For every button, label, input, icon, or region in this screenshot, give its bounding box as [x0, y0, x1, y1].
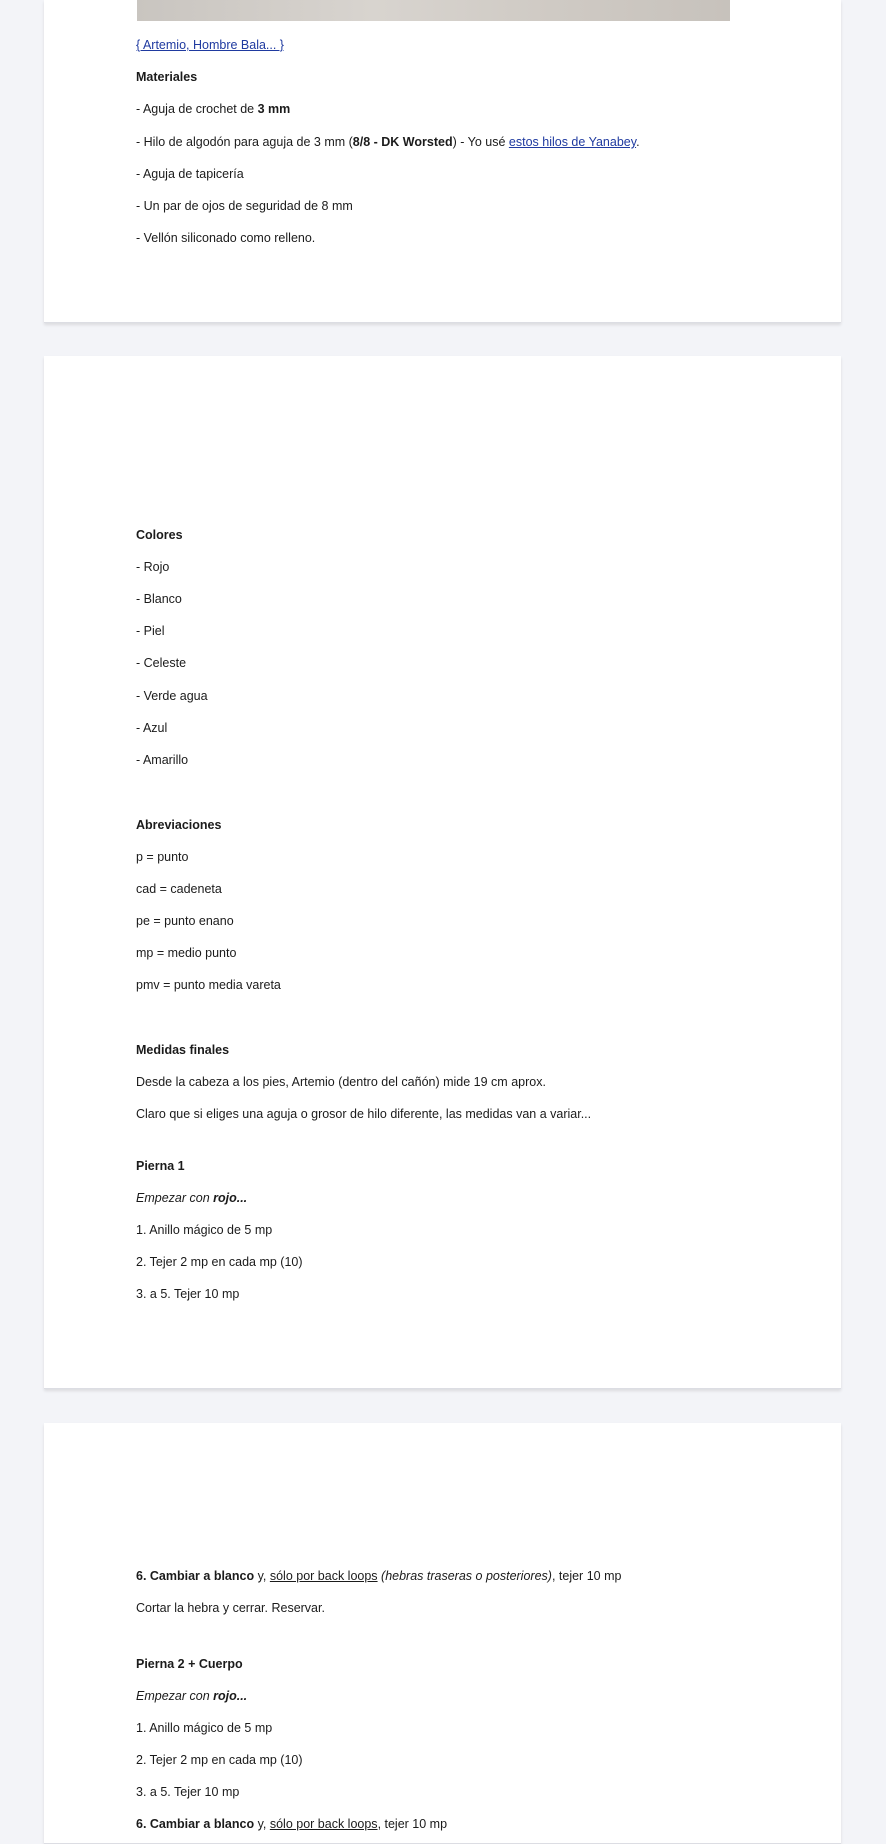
pierna2-step: 1. Anillo mágico de 5 mp	[136, 1721, 273, 1735]
medidas-line-1: Desde la cabeza a los pies, Artemio (dentro del cañón) mide 19 cm aprox.	[136, 1075, 546, 1089]
text: , tejer 10 mp	[377, 1817, 448, 1831]
materiales-item-5: - Vellón siliconado como relleno.	[136, 231, 316, 245]
header-image	[137, 0, 730, 21]
materiales-item-1	[136, 101, 290, 117]
text: y,	[254, 1569, 270, 1583]
materiales-item-3: - Aguja de tapicería	[136, 167, 244, 181]
pierna1-heading: Pierna 1	[136, 1159, 185, 1173]
materiales-item-4: - Un par de ojos de seguridad de 8 mm	[136, 199, 353, 213]
pierna2-heading: Pierna 2 + Cuerpo	[136, 1657, 243, 1671]
text: - Aguja de crochet de	[136, 102, 258, 116]
text: .	[636, 135, 640, 149]
cortar-line: Cortar la hebra y cerrar. Reservar.	[136, 1601, 325, 1615]
color-item: - Piel	[136, 624, 165, 638]
italic-text: Empezar con	[136, 1689, 214, 1703]
italic-text: Empezar con	[136, 1191, 214, 1205]
pierna1-step: 2. Tejer 2 mp en cada mp (10)	[136, 1255, 303, 1269]
italic-text: (hebras traseras o posteriores)	[377, 1569, 552, 1583]
pierna1-intro	[136, 1190, 247, 1206]
title-link[interactable]: { Artemio, Hombre Bala... }	[136, 38, 284, 52]
pierna1-step: 1. Anillo mágico de 5 mp	[136, 1223, 273, 1237]
pierna1-step-6	[136, 1568, 621, 1584]
abreviaciones-heading: Abreviaciones	[136, 818, 222, 832]
text: y,	[254, 1817, 270, 1831]
pierna2-step: 2. Tejer 2 mp en cada mp (10)	[136, 1753, 303, 1767]
materiales-item-2	[136, 134, 640, 150]
bold-text: 8/8 - DK Worsted	[352, 135, 453, 149]
underlined-text: sólo por back loops	[269, 1817, 378, 1831]
bold-text: 6. Cambiar a blanco	[136, 1569, 255, 1583]
abbrev-item: cad = cadeneta	[136, 882, 222, 896]
abbrev-item: p = punto	[136, 850, 189, 864]
colores-heading: Colores	[136, 528, 183, 542]
pierna2-step: 3. a 5. Tejer 10 mp	[136, 1785, 240, 1799]
text: - Hilo de algodón para aguja de 3 mm (	[136, 135, 353, 149]
abbrev-item: mp = medio punto	[136, 946, 237, 960]
title-link-line	[136, 37, 284, 53]
pierna2-step-6	[136, 1816, 447, 1832]
underlined-text: sólo por back loops	[269, 1569, 378, 1583]
color-item: - Celeste	[136, 656, 187, 670]
medidas-line-2: Claro que si eliges una aguja o grosor de hilo diferente, las medidas van a variar...	[136, 1107, 592, 1121]
bold-italic-text: rojo...	[213, 1191, 248, 1205]
materiales-heading: Materiales	[136, 70, 198, 84]
document-page-1	[44, 0, 841, 323]
bold-text: 6. Cambiar a blanco	[136, 1817, 255, 1831]
color-item: - Verde agua	[136, 689, 208, 703]
abbrev-item: pe = punto enano	[136, 914, 234, 928]
bold-italic-text: rojo...	[213, 1689, 248, 1703]
medidas-heading: Medidas finales	[136, 1043, 230, 1057]
pierna2-intro	[136, 1688, 247, 1704]
color-item: - Amarillo	[136, 753, 189, 767]
color-item: - Rojo	[136, 560, 170, 574]
document-page-2	[44, 356, 841, 1389]
bold-text: 3 mm	[257, 102, 291, 116]
color-item: - Azul	[136, 721, 168, 735]
text: , tejer 10 mp	[551, 1569, 622, 1583]
pierna1-step: 3. a 5. Tejer 10 mp	[136, 1287, 240, 1301]
document-page-3	[44, 1423, 841, 1844]
text: ) - Yo usé	[452, 135, 509, 149]
color-item: - Blanco	[136, 592, 182, 606]
abbrev-item: pmv = punto media vareta	[136, 978, 281, 992]
yarn-link[interactable]: estos hilos de Yanabey	[508, 135, 637, 149]
